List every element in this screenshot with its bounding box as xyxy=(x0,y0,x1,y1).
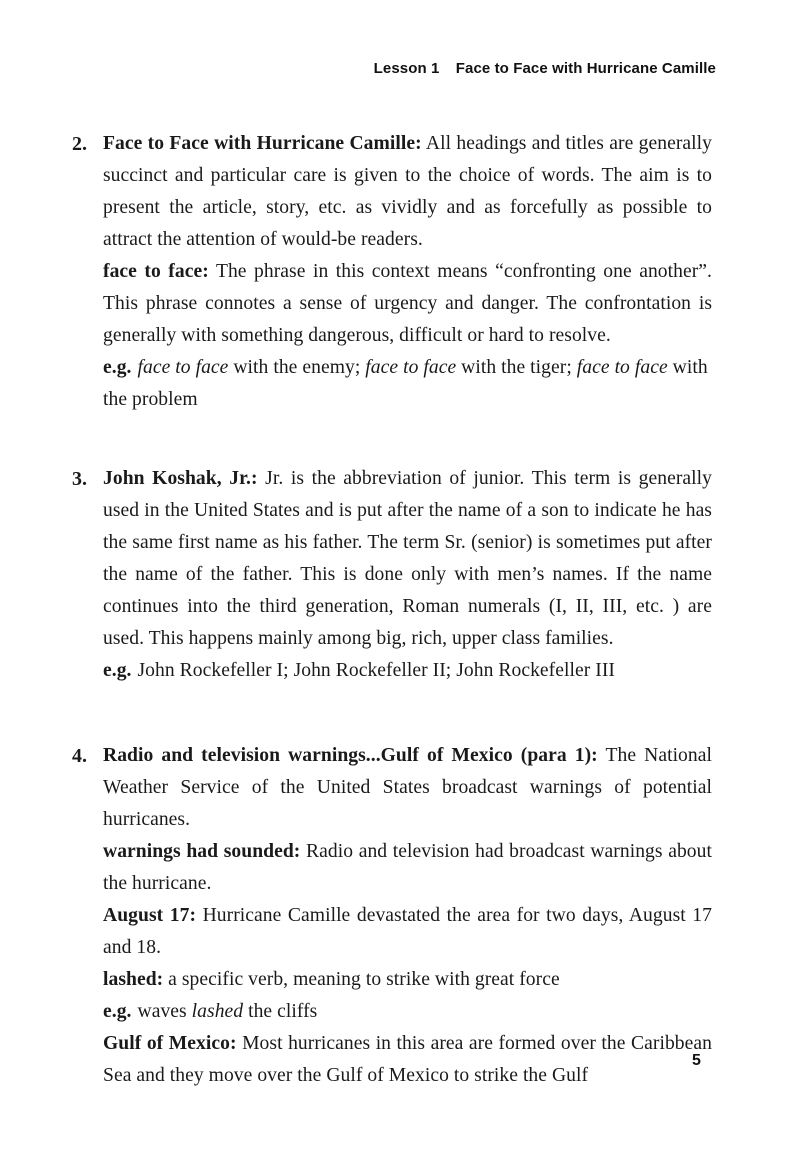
page-number: 5 xyxy=(692,1052,701,1069)
note-3 xyxy=(72,463,712,687)
note-paragraph xyxy=(103,836,712,900)
explanation-text: Most hurricanes in this area are formed over the Caribbean Sea and they move over the Gulf of Mexico to strike the Gulf xyxy=(103,1033,712,1086)
explanation-text: The phrase in this context means “confronting one another”. This phrase connotes a sense of urgency and danger. The confrontation is generally with something dangerous, difficult or hard to resolve. xyxy=(103,261,713,346)
running-head xyxy=(374,60,716,77)
example-text: with the tiger; xyxy=(456,357,577,378)
headword: face to face: xyxy=(103,261,209,282)
note-body xyxy=(103,463,712,687)
headword: Face to Face with Hurricane Camille: xyxy=(103,133,422,154)
note-number: 2. xyxy=(72,133,87,155)
example-label: e.g. xyxy=(103,357,132,378)
note-4 xyxy=(72,740,712,1092)
example-phrase: face to face xyxy=(137,357,229,378)
headword: warnings had sounded: xyxy=(103,841,301,862)
headword: August 17: xyxy=(103,905,197,926)
example-paragraph xyxy=(103,996,712,1028)
note-2 xyxy=(72,128,712,416)
headword: Radio and television warnings...Gulf of Mexico (para 1): xyxy=(103,745,598,766)
example-text: waves xyxy=(137,1001,192,1022)
example-text: with the enemy; xyxy=(228,357,366,378)
note-paragraph xyxy=(103,1028,712,1092)
running-head-lesson: Lesson 1 xyxy=(373,60,440,77)
explanation-text: Jr. is the abbreviation of junior. This term is generally used in the United States and is put after the name of a son to indicate he has the same first name as his father. The term Sr. (senior) is sometimes put after the name of the father. This is done only with men’s names. If the name continues into the third generation, Roman numerals (I, II, III, etc. ) are used. This happens mainly among big, rich, upper class families. xyxy=(103,468,712,649)
example-text: the cliffs xyxy=(243,1001,318,1022)
headword: lashed: xyxy=(103,969,164,990)
example-text: with the problem xyxy=(103,357,708,410)
example-phrase: lashed xyxy=(191,1001,244,1022)
note-paragraph xyxy=(103,900,712,964)
note-paragraph xyxy=(103,256,712,352)
note-number: 4. xyxy=(72,745,87,767)
note-paragraph xyxy=(103,964,712,996)
example-label: e.g. xyxy=(103,1001,132,1022)
note-number: 3. xyxy=(72,468,87,490)
example-paragraph xyxy=(103,352,712,416)
note-paragraph xyxy=(103,740,712,836)
explanation-text: All headings and titles are generally succinct and particular care is given to the choice of words. The aim is to present the article, story, etc. as vividly and as forcefully as possible to attract the attention of would-be readers. xyxy=(103,133,712,250)
note-body xyxy=(103,740,712,1092)
note-paragraph xyxy=(103,463,712,655)
example-paragraph xyxy=(103,655,712,687)
headword: Gulf of Mexico: xyxy=(103,1033,237,1054)
explanation-text: a specific verb, meaning to strike with great force xyxy=(163,969,560,990)
explanation-text: The National Weather Service of the United States broadcast warnings of potential hurricanes. xyxy=(103,745,712,830)
headword: John Koshak, Jr.: xyxy=(103,468,258,489)
running-head-title: Face to Face with Hurricane Camille xyxy=(455,60,716,77)
explanation-text: Radio and television had broadcast warnings about the hurricane. xyxy=(103,841,712,894)
example-phrase: face to face xyxy=(365,357,457,378)
example-label: e.g. xyxy=(103,660,132,681)
example-text: John Rockefeller I; John Rockefeller II; John Rockefeller III xyxy=(137,660,615,681)
note-body xyxy=(103,128,712,416)
explanation-text: Hurricane Camille devastated the area for two days, August 17 and 18. xyxy=(103,905,712,958)
example-phrase: face to face xyxy=(576,357,668,378)
note-paragraph xyxy=(103,128,712,256)
